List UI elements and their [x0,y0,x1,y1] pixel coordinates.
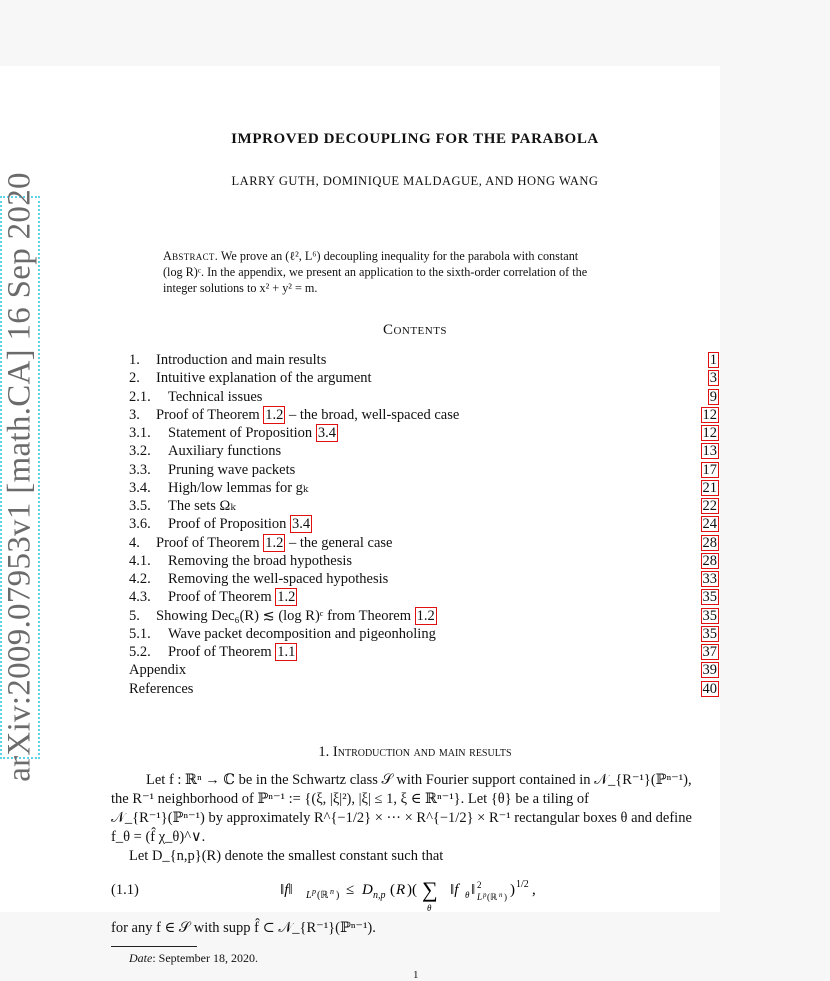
svg-text:‖: ‖ [471,882,476,898]
toc-title: Auxiliary functions [168,443,282,460]
toc-page-link[interactable]: 24 [702,516,717,533]
cross-reference-link[interactable]: 1.2 [277,589,296,606]
toc-number: 4.3. [129,589,151,606]
svg-text:n,p: n,p [373,890,386,901]
toc-title [156,607,437,625]
toc-title-text: – the general case [285,534,393,551]
toc-title: High/low lemmas for gₖ [168,479,309,496]
toc-title: Removing the well-spaced hypothesis [168,571,389,587]
toc-entry[interactable] [129,643,719,661]
toc-title: Intuitive explanation of the argument [156,370,372,387]
toc-title-text: Proof of Theorem [156,534,264,551]
toc-title [168,643,297,661]
toc-number: 4.2. [129,571,151,587]
toc-entry[interactable] [129,515,719,533]
cross-reference-link[interactable]: 1.1 [277,644,296,660]
toc-page-link[interactable]: 22 [702,498,717,514]
toc-page-link[interactable]: 1 [709,352,717,368]
toc-number: 5. [129,607,140,624]
toc-entry[interactable] [129,388,719,406]
intro-line-5: Let D_{n,p}(R) denote the smallest constant such that [129,848,444,864]
svg-text:)(: )( [407,882,417,898]
toc-entry[interactable] [129,369,719,387]
paper-page [0,66,720,981]
paper-title: IMPROVED DECOUPLING FOR THE PARABOLA [231,131,599,147]
toc-title: Introduction and main results [156,352,327,368]
svg-text:): ) [504,892,507,902]
svg-text:): ) [510,882,515,898]
toc-title: Removing the broad hypothesis [168,552,353,569]
toc-title: Appendix [129,662,187,679]
equation-label: (1.1) [111,882,139,898]
svg-text:n: n [330,887,334,896]
intro-line-3: 𝒩_{R⁻¹}(ℙⁿ⁻¹) by approximately R^{−1/2} × ··· × R^{−1/2} × R⁻¹ rectangular boxes θ and define [111,810,692,826]
section-1-title: Introduction and main results [332,744,512,760]
svg-text:,: , [532,882,536,898]
toc-title-text: Showing Dec₆(R) ≲ (log R)ᶜ from Theorem [156,607,415,624]
toc-entry[interactable] [129,661,719,679]
cross-reference-link[interactable]: 1.2 [265,534,284,551]
toc-number: 3.5. [129,498,151,514]
toc-title: References [129,680,194,697]
svg-text:L: L [306,890,312,901]
svg-text:θ: θ [465,890,470,900]
toc-entry[interactable] [129,570,719,588]
toc-page-link[interactable]: 12 [702,406,717,423]
toc-title: Technical issues [168,388,263,405]
toc-number: 3. [129,406,140,423]
svg-text:(: ( [390,882,395,898]
toc-entry[interactable] [129,351,719,369]
toc-page-link[interactable]: 28 [702,552,717,569]
svg-text:1/2: 1/2 [516,879,529,890]
toc-number: 3.4. [129,479,151,496]
footnote-date: Date: September 18, 2020. [129,951,258,965]
toc-entry[interactable] [129,625,719,643]
toc-page-link[interactable]: 39 [702,662,717,679]
svg-text:∑: ∑ [422,877,438,902]
svg-text:L: L [477,892,483,902]
toc-page-link[interactable]: 40 [702,680,717,697]
cross-reference-link[interactable]: 3.4 [292,516,311,533]
toc-entry[interactable] [129,552,719,570]
toc-title-text: Proof of Theorem [156,406,264,423]
page-number: 1 [413,969,419,981]
cross-reference-link[interactable]: 1.2 [265,406,284,423]
intro-line-1: Let f : ℝⁿ → ℂ be in the Schwartz class 𝒮 with Fourier support contained in 𝒩_{R⁻¹}(ℙⁿ⁻¹), [146,772,692,788]
toc-title [156,534,392,552]
abstract-label: Abstract. [163,249,219,263]
toc-number: 3.6. [129,516,151,533]
cross-reference-link[interactable]: 1.2 [416,607,435,624]
toc-page-link[interactable]: 35 [702,625,717,642]
toc-number: 3.3. [129,461,151,478]
toc-title [168,424,338,442]
toc-page-link[interactable]: 9 [709,388,717,405]
svg-text:R: R [396,882,406,898]
svg-text:≤: ≤ [346,882,355,898]
toc-entry[interactable] [129,497,719,515]
toc-entry[interactable] [129,607,719,625]
toc-entry[interactable] [129,588,719,606]
toc-entry[interactable] [129,534,719,552]
toc-number: 5.1. [129,625,151,642]
toc-title-text: Proof of Theorem [168,589,276,606]
abstract [163,248,670,296]
toc-title [168,588,297,606]
toc-entry[interactable] [129,406,719,424]
toc-title-text: Proof of Theorem [168,644,276,660]
paper-authors: LARRY GUTH, DOMINIQUE MALDAGUE, AND HONG WANG [231,174,599,188]
toc-number: 5.2. [129,644,151,660]
abstract-line-3: integer solutions to x² + y² = m. [163,281,318,295]
svg-text:(ℝ: (ℝ [317,890,329,901]
toc-page-link[interactable]: 3 [709,370,717,387]
abstract-line-2: (log R)ᶜ. In the appendix, we present an application to the sixth-order correlation of the [163,265,588,279]
section-1-number: 1. [318,744,330,760]
svg-text:): ) [336,890,340,901]
intro-line-6: for any f ∈ 𝒮 with supp f̂ ⊂ 𝒩_{R⁻¹}(ℙⁿ⁻¹). [111,920,376,936]
toc-title [168,515,312,533]
toc-title-text: Proof of Proposition [168,516,291,533]
toc-number: 1. [129,352,140,368]
section-1-heading [0,744,830,761]
toc-entry[interactable] [129,461,719,479]
svg-text:p: p [483,891,487,899]
toc-title [156,406,459,424]
toc-entry[interactable] [129,479,719,497]
toc-number: 2. [129,370,140,387]
toc-page-link[interactable]: 17 [702,461,717,478]
toc-number: 4. [129,534,140,551]
toc-title-text: – the broad, well-spaced case [285,406,460,423]
cross-reference-link[interactable]: 3.4 [317,425,336,441]
toc-page-link[interactable]: 33 [702,571,717,587]
toc-title-text: Statement of Proposition [168,425,316,441]
toc-page-link[interactable]: 28 [702,534,717,551]
equation-1-1 [270,866,570,914]
footnote-rule [111,946,197,947]
svg-text:p: p [312,887,316,896]
svg-text:D: D [362,882,373,898]
svg-text:‖f‖: ‖f‖ [280,882,293,898]
toc-page-link[interactable]: 37 [702,644,717,660]
intro-line-4: f_θ = (f̂ χ_θ)^∨. [111,829,206,845]
toc-number: 3.2. [129,443,151,460]
toc-number: 4.1. [129,552,151,569]
svg-text:n: n [499,891,503,899]
arxiv-identifier[interactable]: arXiv:2009.07953v1 [math.CA] 16 Sep 2020 [1,172,38,782]
toc-entry[interactable] [129,424,719,442]
contents-heading: Contents [382,322,448,338]
intro-line-2: the R⁻¹ neighborhood of ℙⁿ⁻¹ := {(ξ, |ξ|²), |ξ| ≤ 1, ξ ∈ ℝⁿ⁻¹}. Let {θ} be a tiling of [111,791,590,807]
svg-text:‖f: ‖f [450,882,459,898]
toc-title: Pruning wave packets [168,461,296,478]
svg-text:2: 2 [477,880,482,890]
toc-number: 2.1. [129,388,151,405]
toc-title: The sets Ωₖ [168,498,236,514]
toc-page-link[interactable]: 35 [702,589,717,606]
toc-entry[interactable] [129,442,719,460]
toc-entry[interactable] [129,680,719,698]
toc-page-link[interactable]: 21 [702,479,717,496]
abstract-line-1: We prove an (ℓ², L⁶) decoupling inequality for the parabola with constant [220,249,579,263]
toc-page-link[interactable]: 12 [702,425,717,441]
svg-text:θ: θ [427,903,432,913]
toc-title: Wave packet decomposition and pigeonholing [168,625,436,642]
toc-number: 3.1. [129,425,151,441]
toc-page-link[interactable]: 13 [702,443,717,460]
svg-text:(ℝ: (ℝ [487,892,498,902]
toc-page-link[interactable]: 35 [702,607,717,624]
